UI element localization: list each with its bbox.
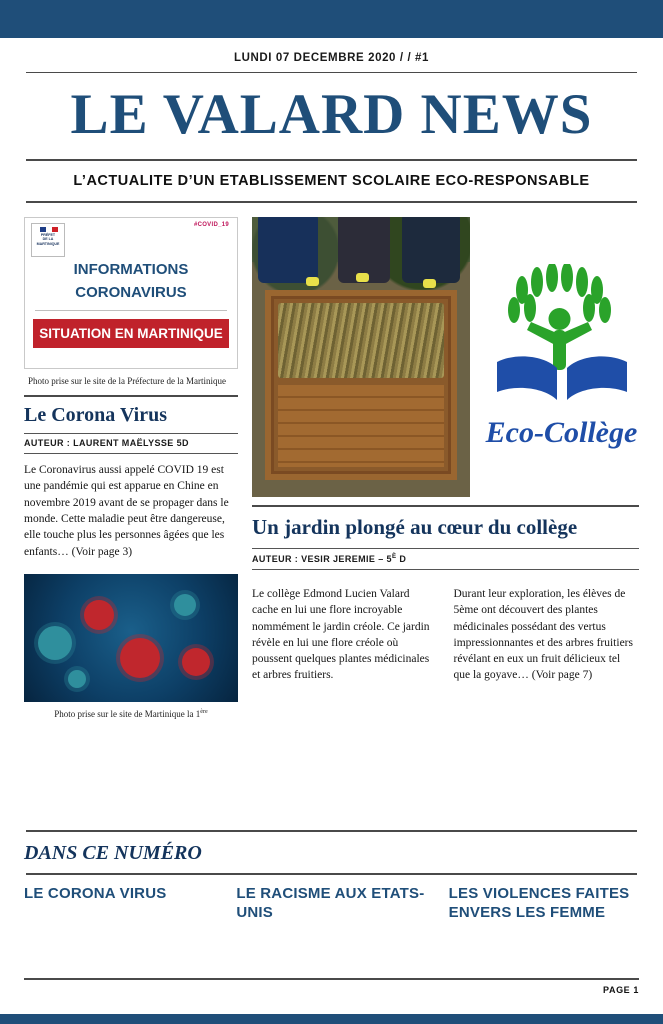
virus-photo bbox=[24, 574, 238, 702]
eco-college-wordmark: Eco-Collège bbox=[485, 415, 638, 449]
garden-body-col-1: Le collège Edmond Lucien Valard cache en lui une flore incroyable nommément le jardin créole. Ce jardin révèle en lui une flore créole où poussent quelques plantes médicinales et arbres fruitiers. bbox=[252, 587, 430, 682]
in-this-issue-title: DANS CE NUMÉRO bbox=[24, 842, 202, 864]
virus-photo-caption bbox=[24, 702, 238, 720]
garden-byline-suffix: D bbox=[396, 553, 407, 564]
corona-article-body: Le Coronavirus aussi appelé COVID 19 est une pandémie qui est apparue en Chine en novembre 2019 avant de se propager dans le monde. Cette maladie peut être dangereuse, elle touche plus les personnes âgées que les enfants… (Voir page 3) bbox=[24, 463, 229, 558]
garden-article-title: Un jardin plongé au cœur du collège bbox=[252, 514, 578, 539]
media-row bbox=[252, 217, 639, 497]
virus-caption-sup: ère bbox=[200, 708, 208, 715]
page-number: PAGE 1 bbox=[603, 985, 639, 995]
eco-college-logo bbox=[484, 217, 639, 497]
compost-photo-wrap bbox=[252, 217, 470, 497]
virus-caption-text: Photo prise sur le site de Martinique la 1 bbox=[54, 708, 201, 719]
in-this-issue-section bbox=[24, 830, 639, 923]
top-accent-bar bbox=[0, 0, 663, 38]
compost-photo bbox=[252, 217, 470, 497]
garden-body-columns bbox=[252, 570, 639, 684]
garden-body-col-2: Durant leur exploration, les élèves de 5ème ont découvert des plantes médicinales possédant des vertus impressionnantes et des arbres fruitiers révélant en eux un fruit délicieux tel que la goyave… (Voir page 7) bbox=[453, 587, 633, 682]
bottom-accent-bar bbox=[0, 1014, 663, 1024]
left-column bbox=[24, 217, 238, 720]
infographic-divider bbox=[35, 310, 227, 311]
infographic-band: SITUATION EN MARTINIQUE bbox=[33, 319, 229, 348]
right-column bbox=[252, 217, 639, 720]
covid-hashtag: #COVID_19 bbox=[193, 221, 229, 228]
coronavirus-infographic bbox=[24, 217, 238, 369]
infographic-title-line1: INFORMATIONS bbox=[73, 260, 189, 278]
prefecture-logo: PRÉFET DE LA MARTINIQUE bbox=[31, 223, 65, 257]
masthead-subtitle: L’ACTUALITE D’UN ETABLISSEMENT SCOLAIRE ECO-RESPONSABLE bbox=[73, 172, 590, 189]
page-content bbox=[0, 38, 663, 720]
infographic-caption: Photo prise sur le site de la Préfecture de la Martinique bbox=[28, 375, 226, 386]
infographic-title-line2: CORONAVIRUS bbox=[75, 283, 187, 301]
garden-article-byline bbox=[252, 548, 639, 570]
in-this-issue-list bbox=[24, 875, 639, 923]
rule-below-subtitle bbox=[26, 201, 637, 203]
garden-byline-prefix: AUTEUR : VESIR JEREMIE – 5 bbox=[252, 553, 392, 564]
tree-book-icon bbox=[487, 264, 637, 414]
eco-logo-wrap bbox=[484, 217, 639, 497]
main-grid bbox=[24, 217, 639, 720]
corona-article-byline: AUTEUR : LAURENT MAËLYSSE 5D bbox=[24, 433, 238, 454]
issue-item-1[interactable]: LE CORONA VIRUS bbox=[24, 885, 167, 902]
garden-byline-sup: È bbox=[391, 552, 397, 560]
masthead-title: LE VALARD NEWS bbox=[70, 83, 593, 146]
issue-item-2[interactable]: LE RACISME AUX ETATS-UNIS bbox=[236, 885, 425, 921]
page-footer bbox=[24, 978, 639, 995]
dateline: LUNDI 07 DECEMBRE 2020 / / #1 bbox=[233, 52, 430, 64]
corona-article-title: Le Corona Virus bbox=[24, 403, 167, 426]
issue-item-3[interactable]: LES VIOLENCES FAITES ENVERS LES FEMME bbox=[448, 885, 630, 921]
footer-rule bbox=[24, 978, 639, 980]
